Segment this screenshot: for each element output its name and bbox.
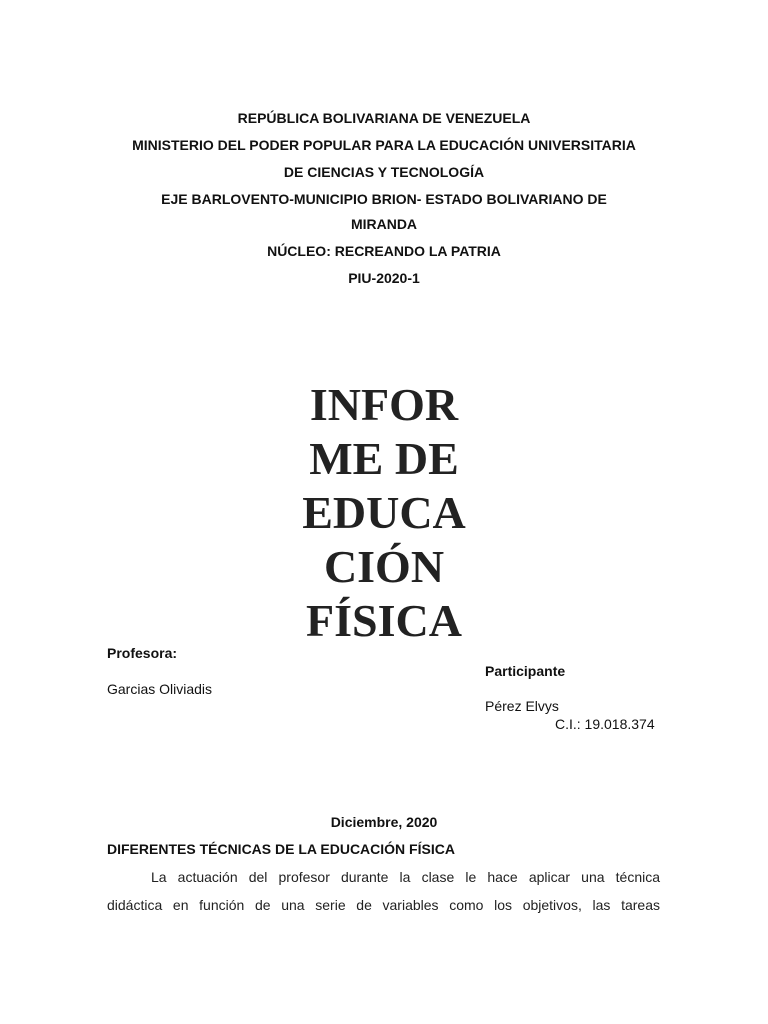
header-line-eje: EJE BARLOVENTO-MUNICIPIO BRION- ESTADO BOLIVARIANO DE (161, 191, 607, 207)
header-line-nucleo: NÚCLEO: RECREANDO LA PATRIA (267, 243, 501, 259)
paragraph-line-2: didáctica en función de una serie de variables como los objetivos, las tareas (107, 897, 660, 913)
profesora-name: Garcias Oliviadis (107, 681, 213, 697)
profesora-label: Profesora: (107, 645, 178, 661)
title-line-4: CIÓN (323, 541, 445, 592)
header-line-piu: PIU-2020-1 (348, 270, 420, 286)
section-heading: DIFERENTES TÉCNICAS DE LA EDUCACIÓN FÍSICA (107, 841, 455, 857)
header-line-ministry-cont: DE CIENCIAS Y TECNOLOGÍA (283, 164, 485, 180)
participante-label: Participante (485, 663, 566, 679)
document-date: Diciembre, 2020 (330, 814, 438, 830)
participante-name: Pérez Elvys (485, 698, 559, 714)
title-line-1: INFOR (309, 379, 459, 430)
header-line-republic: REPÚBLICA BOLIVARIANA DE VENEZUELA (237, 110, 531, 126)
title-line-5: FÍSICA (306, 595, 462, 646)
paragraph-line-1: La actuación del profesor durante la clase le hace aplicar una técnica (151, 869, 660, 885)
header-line-ministry: MINISTERIO DEL PODER POPULAR PARA LA EDUCACIÓN UNIVERSITARIA (132, 137, 636, 153)
participante-ci: C.I.: 19.018.374 (555, 716, 655, 732)
title-line-3: EDUCA (302, 487, 466, 538)
title-line-2: ME DE (309, 433, 459, 484)
header-line-eje-cont: MIRANDA (350, 216, 418, 232)
